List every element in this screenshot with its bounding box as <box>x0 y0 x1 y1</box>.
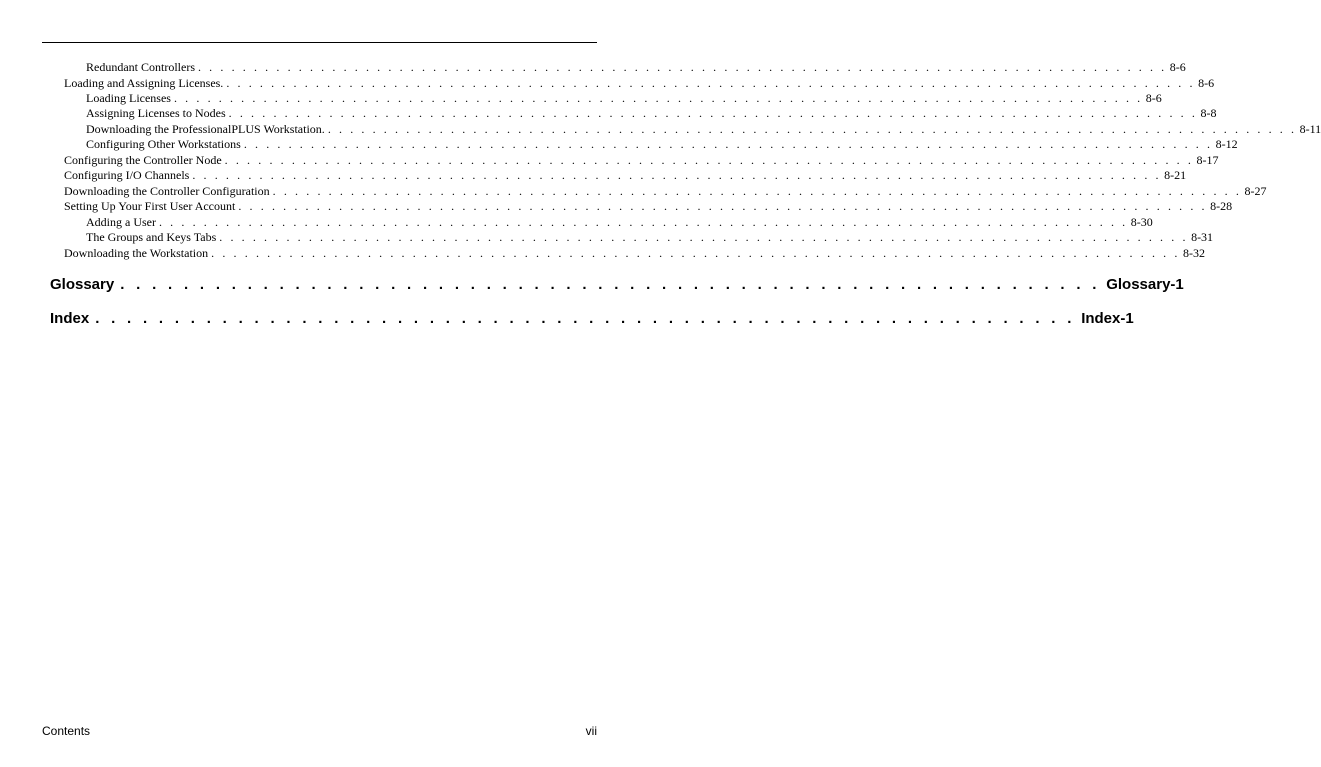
toc-entry-label: Redundant Controllers <box>86 60 195 74</box>
toc-entry-loading-licenses[interactable] <box>86 91 1162 106</box>
toc-entry-page: Glossary-1 <box>1106 276 1184 293</box>
leader-dots: . . . . . . . . . . . . . . . . . . . . . . . . . . . . . . . . . . . . . . . . . . . . . . . . . . . . . . . . . . . . . . . . . . . . . . . . . . . . . . . . . . . . . . . <box>272 184 1242 198</box>
header-rule <box>42 42 597 43</box>
toc-entry-label: Setting Up Your First User Account <box>64 199 236 213</box>
leader-dots: . . . . . . . . . . . . . . . . . . . . . . . . . . . . . . . . . . . . . . . . . . . . . . . . . . . . . . . . . . . . . . . . . . . . . . . . . . . . . . . . . . . . . . . <box>327 122 1297 136</box>
leader-dots: . . . . . . . . . . . . . . . . . . . . . . . . . . . . . . . . . . . . . . . . . . . . . . . . . . . . . . . . . . . . . . . . . . . . . . . . . . . . . . . . . . . . . . . <box>192 168 1162 182</box>
toc-entry-page: 8-6 <box>1198 76 1215 90</box>
toc-entry-index[interactable] <box>50 310 1134 328</box>
leader-dots: . . . . . . . . . . . . . . . . . . . . . . . . . . . . . . . . . . . . . . . . . . . . . . . . . . . . . . . . . . . . . . . . . . . . . . . . . . . . . . . . . . . . . . . <box>211 246 1180 260</box>
leader-dots: . . . . . . . . . . . . . . . . . . . . . . . . . . . . . . . . . . . . . . . . . . . . . . . . . . . . . . . . . . . . . . . . . . . . . . . . . . . . . . . . . . . . . . . <box>224 153 1194 167</box>
toc-entry-setting-up-first-user-account[interactable] <box>64 199 1233 214</box>
toc-entry-label: Index <box>50 310 90 327</box>
toc-entry-configuring-controller-node[interactable] <box>64 153 1219 168</box>
toc-entry-downloading-controller-configuration[interactable] <box>64 184 1267 199</box>
toc-entry-page: 8-6 <box>1145 91 1162 105</box>
toc-entry-page: 8-12 <box>1215 137 1238 151</box>
leader-dots: . . . . . . . . . . . . . . . . . . . . . . . . . . . . . . . . . . . . . . . . . . . . . . . . . . . . . . . . . . . . . . . . . . . . . . . . . . . . . . . . . . . . . . . <box>228 106 1198 120</box>
toc-entry-page: 8-31 <box>1191 230 1214 244</box>
toc-entry-configuring-io-channels[interactable] <box>64 168 1187 183</box>
toc-entry-assigning-licenses-to-nodes[interactable] <box>86 106 1217 121</box>
toc-entry-page: 8-8 <box>1200 106 1217 120</box>
toc-entry-label: Adding a User <box>86 215 156 229</box>
toc-entry-label: Downloading the ProfessionalPLUS Workstation. <box>86 122 325 136</box>
toc-entry-configuring-other-workstations[interactable] <box>86 137 1238 152</box>
toc-entry-page: 8-28 <box>1210 199 1233 213</box>
toc-entry-label: Assigning Licenses to Nodes <box>86 106 226 120</box>
toc-entry-label: Glossary <box>50 276 115 293</box>
toc-entry-label: The Groups and Keys Tabs <box>86 230 217 244</box>
toc-entry-label: Downloading the Controller Configuration <box>64 184 270 198</box>
toc-entry-glossary[interactable] <box>50 276 1184 294</box>
leader-dots: . . . . . . . . . . . . . . . . . . . . . . . . . . . . . . . . . . . . . . . . . . . . . . . . . . . . . . . . . . . . . . <box>120 276 1101 293</box>
toc-entry-page: 8-6 <box>1169 60 1186 74</box>
leader-dots: . . . . . . . . . . . . . . . . . . . . . . . . . . . . . . . . . . . . . . . . . . . . . . . . . . . . . . . . . . . . . . . . . . . . . . . . . . . . . . . . . . . . . . . <box>158 215 1128 229</box>
toc-entry-page: Index-1 <box>1081 310 1134 327</box>
toc-entry-page: 8-30 <box>1130 215 1153 229</box>
toc-entry-label: Configuring the Controller Node <box>64 153 222 167</box>
toc-entry-downloading-professionalplus-workstation[interactable] <box>86 122 1321 137</box>
toc-entry-label: Configuring I/O Channels <box>64 168 190 182</box>
leader-dots: . . . . . . . . . . . . . . . . . . . . . . . . . . . . . . . . . . . . . . . . . . . . . . . . . . . . . . . . . . . . . . <box>95 310 1076 327</box>
toc-entry-label: Loading Licenses <box>86 91 171 105</box>
footer-page-number: vii <box>585 724 597 738</box>
toc-entry-groups-and-keys-tabs[interactable] <box>86 230 1214 245</box>
toc-entry-redundant-controllers[interactable] <box>86 60 1186 75</box>
leader-dots: . . . . . . . . . . . . . . . . . . . . . . . . . . . . . . . . . . . . . . . . . . . . . . . . . . . . . . . . . . . . . . . . . . . . . . . . . . . . . . . . . . . . . . . <box>226 76 1196 90</box>
toc-entry-page: 8-32 <box>1182 246 1205 260</box>
leader-dots: . . . . . . . . . . . . . . . . . . . . . . . . . . . . . . . . . . . . . . . . . . . . . . . . . . . . . . . . . . . . . . . . . . . . . . . . . . . . . . . . . . . . . . . <box>173 91 1143 105</box>
toc-entry-loading-and-assigning-licenses[interactable] <box>64 76 1215 91</box>
toc-entry-adding-a-user[interactable] <box>86 215 1153 230</box>
leader-dots: . . . . . . . . . . . . . . . . . . . . . . . . . . . . . . . . . . . . . . . . . . . . . . . . . . . . . . . . . . . . . . . . . . . . . . . . . . . . . . . . . . . . . . . <box>243 137 1213 151</box>
toc-entry-label: Loading and Assigning Licenses. <box>64 76 224 90</box>
leader-dots: . . . . . . . . . . . . . . . . . . . . . . . . . . . . . . . . . . . . . . . . . . . . . . . . . . . . . . . . . . . . . . . . . . . . . . . . . . . . . . . . . . . . . . . <box>219 230 1189 244</box>
toc-entry-page: 8-11 <box>1299 122 1321 136</box>
leader-dots: . . . . . . . . . . . . . . . . . . . . . . . . . . . . . . . . . . . . . . . . . . . . . . . . . . . . . . . . . . . . . . . . . . . . . . . . . . . . . . . . . . . . . . . <box>238 199 1208 213</box>
toc-entry-page: 8-21 <box>1164 168 1187 182</box>
footer-section-title: Contents <box>42 724 91 738</box>
toc-entry-label: Downloading the Workstation <box>64 246 209 260</box>
toc-entry-label: Configuring Other Workstations <box>86 137 241 151</box>
toc-entry-page: 8-17 <box>1196 153 1219 167</box>
leader-dots: . . . . . . . . . . . . . . . . . . . . . . . . . . . . . . . . . . . . . . . . . . . . . . . . . . . . . . . . . . . . . . . . . . . . . . . . . . . . . . . . . . . . . . . <box>197 60 1167 74</box>
toc-entry-page: 8-27 <box>1244 184 1267 198</box>
toc-entry-downloading-the-workstation[interactable] <box>64 246 1205 261</box>
